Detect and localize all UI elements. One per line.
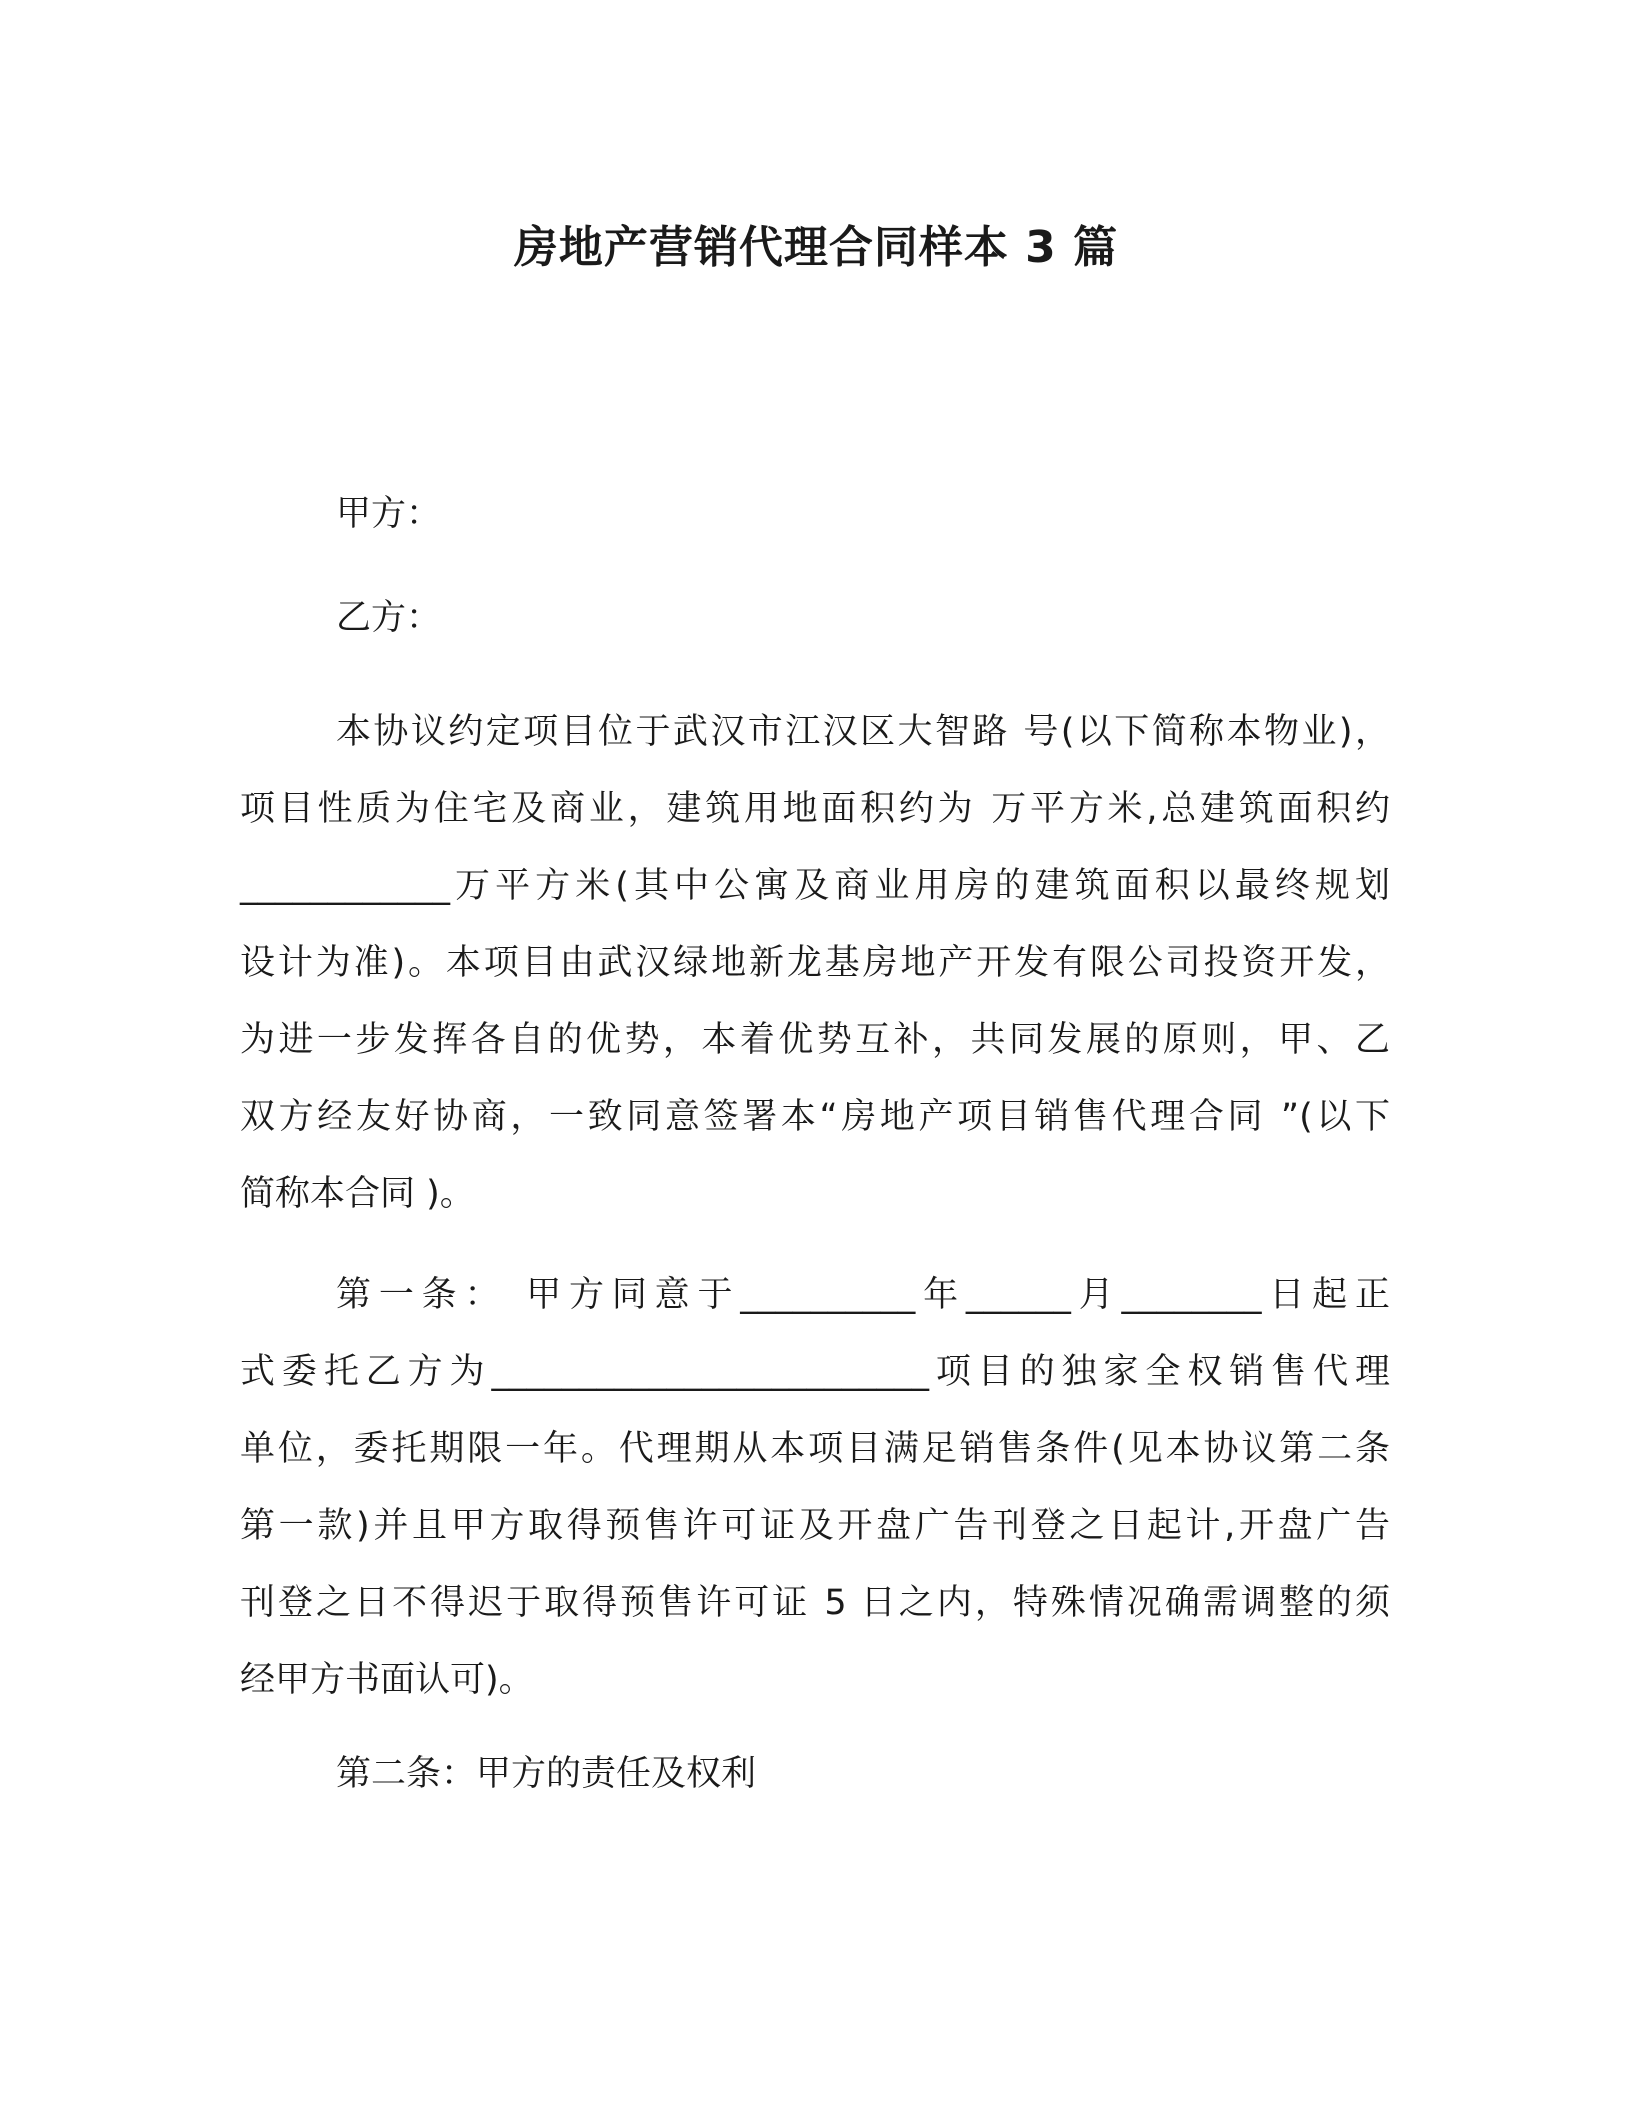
party-b-label: 乙方： (336, 598, 442, 638)
intro-line: 项目性质为住宅及商业，建筑用地面积约为 万平方米,总建筑面积约 (240, 789, 1390, 829)
article1-line: 单位，委托期限一年。代理期从本项目满足销售条件(见本协议第二条 (240, 1429, 1390, 1469)
article2-heading: 第二条：甲方的责任及权利 (336, 1754, 757, 1794)
intro-paragraph (240, 694, 1390, 1233)
article1-line: 刊登之日不得迟于取得预售许可证 5 日之内，特殊情况确需调整的须 (240, 1583, 1390, 1623)
article1-line: 经甲方书面认可)。 (240, 1660, 534, 1700)
intro-line: 本协议约定项目位于武汉市江汉区大智路 号(以下简称本物业)， (336, 712, 1390, 752)
intro-line: 为进一步发挥各自的优势，本着优势互补，共同发展的原则，甲、乙 (240, 1020, 1390, 1060)
document-title: 房地产营销代理合同样本 3 篇 (513, 222, 1119, 273)
intro-line: 双方经友好协商，一致同意签署本“房地产项目销售代理合同 ”(以下 (240, 1097, 1390, 1137)
party-a-label: 甲方： (336, 494, 442, 534)
article1-paragraph (240, 1257, 1390, 1719)
article1-line: 式委托乙方为_________________________项目的独家全权销售代理 (240, 1352, 1390, 1392)
article1-line: 第一款)并且甲方取得预售许可证及开盘广告刊登之日起计,开盘广告 (240, 1506, 1390, 1546)
intro-line: 简称本合同 )。 (240, 1174, 475, 1214)
article1-line: 第一条： 甲方同意于__________年______月________日起正 (336, 1275, 1390, 1315)
intro-line: 设计为准)。本项目由武汉绿地新龙基房地产开发有限公司投资开发， (240, 943, 1390, 983)
intro-line: ____________万平方米(其中公寓及商业用房的建筑面积以最终规划 (240, 866, 1390, 906)
